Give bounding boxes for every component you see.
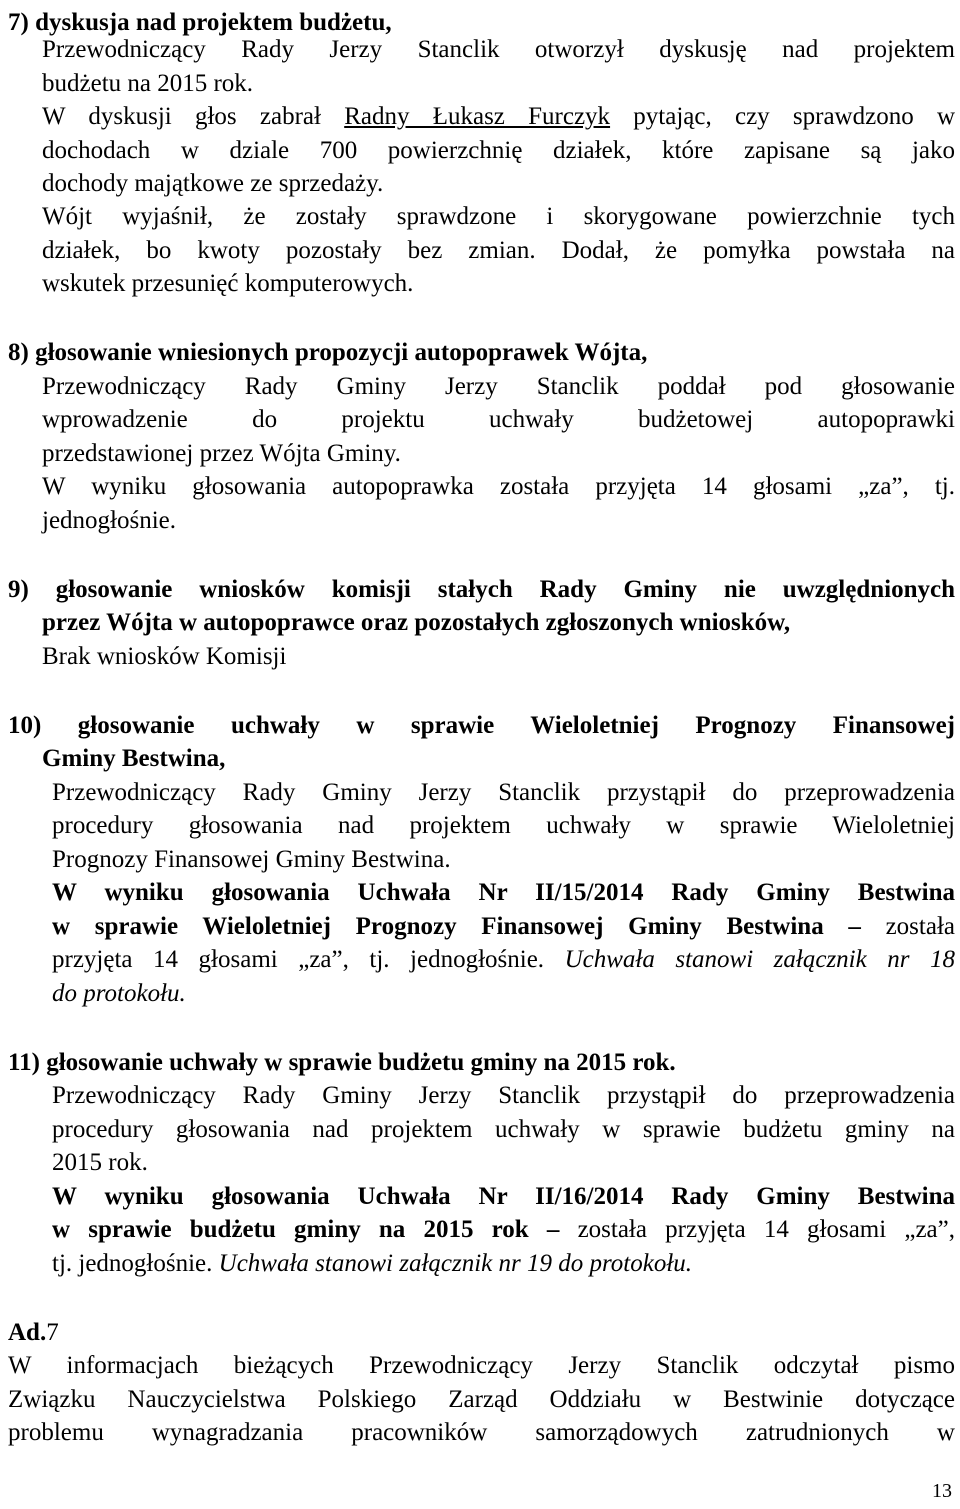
page-number: 13 xyxy=(932,1480,952,1502)
section-10-heading: Gminy Bestwina, xyxy=(42,745,226,772)
section-10-line xyxy=(52,947,955,972)
text-span: 7 xyxy=(46,1319,59,1346)
text-span: Ad. xyxy=(8,1319,47,1346)
text-span: Uchwała stanowi załącznik nr 18 xyxy=(564,946,955,973)
agenda-item-heading xyxy=(8,1320,59,1345)
section-7-line xyxy=(42,104,955,129)
text-span: w sprawie budżetu gminy na 2015 rok – xyxy=(52,1216,560,1243)
text-span: została xyxy=(860,913,955,940)
section-11-line: 2015 rok. xyxy=(52,1149,148,1176)
section-10-resolution: W wyniku głosowania Uchwała Nr II/15/2014 Rady Gminy Bestwina xyxy=(52,879,955,906)
section-10-heading: 10) głosowanie uchwały w sprawie Wieloletniej Prognozy Finansowej xyxy=(8,712,955,739)
section-8-line: Przewodniczący Rady Gminy Jerzy Stanclik poddał pod głosowanie xyxy=(42,373,955,400)
section-11-heading: 11) głosowanie uchwały w sprawie budżetu gminy na 2015 rok. xyxy=(8,1049,676,1076)
text-span: tj. jednogłośnie. xyxy=(52,1250,219,1277)
section-8-line: wprowadzenie do projektu uchwały budżetowej autopoprawki xyxy=(42,406,955,433)
text-span: w sprawie Wieloletniej Prognozy Finansowej Gminy Bestwina – xyxy=(52,913,861,940)
section-9-heading: przez Wójta w autopoprawce oraz pozostałych zgłoszonych wniosków, xyxy=(42,609,791,636)
section-7-line: Przewodniczący Rady Jerzy Stanclik otworzył dyskusję nad projektem xyxy=(42,36,955,63)
section-7-line: wskutek przesunięć komputerowych. xyxy=(42,270,414,297)
section-10-line: procedury głosowania nad projektem uchwały w sprawie Wieloletniej xyxy=(52,812,955,839)
section-10-line xyxy=(52,914,955,939)
section-7-line: działek, bo kwoty pozostały bez zmian. Dodał, że pomyłka powstała na xyxy=(42,237,955,264)
text-span: W dyskusji głos zabrał xyxy=(42,103,345,130)
section-9-line: Brak wniosków Komisji xyxy=(42,643,287,670)
section-11-resolution: W wyniku głosowania Uchwała Nr II/16/2014 Rady Gminy Bestwina xyxy=(52,1183,955,1210)
text-span: Uchwała stanowi załącznik nr 19 do protokołu. xyxy=(218,1250,693,1277)
agenda-item-line: W informacjach bieżących Przewodniczący Jerzy Stanclik odczytał pismo xyxy=(8,1352,955,1379)
section-7-line: budżetu na 2015 rok. xyxy=(42,70,254,97)
section-9-heading: 9) głosowanie wniosków komisji stałych Rady Gminy nie uwzględnionych xyxy=(8,576,955,603)
section-7-line: Wójt wyjaśnił, że zostały sprawdzone i skorygowane powierzchnie tych xyxy=(42,203,955,230)
agenda-item-line: problemu wynagradzania pracowników samorządowych zatrudnionych w xyxy=(8,1419,955,1446)
agenda-item-line: Związku Nauczycielstwa Polskiego Zarząd Oddziału w Bestwinie dotyczące xyxy=(8,1386,955,1413)
text-span: została przyjęta 14 głosami „za”, xyxy=(559,1216,955,1243)
section-11-line xyxy=(52,1217,955,1242)
section-8-line: jednogłośnie. xyxy=(42,507,177,534)
section-10-line: Prognozy Finansowej Gminy Bestwina. xyxy=(52,846,451,873)
section-8-line: W wyniku głosowania autopoprawka została przyjęta 14 głosami „za”, tj. xyxy=(42,473,955,500)
section-10-line: Przewodniczący Rady Gminy Jerzy Stanclik przystąpił do przeprowadzenia xyxy=(52,779,955,806)
section-8-line: przedstawionej przez Wójta Gminy. xyxy=(42,440,401,467)
councillor-name: Radny Łukasz Furczyk xyxy=(344,103,611,130)
text-span: pytając, czy sprawdzono w xyxy=(610,103,955,130)
section-8-heading: 8) głosowanie wniesionych propozycji autopoprawek Wójta, xyxy=(8,339,648,366)
section-7-line: dochody majątkowe ze sprzedaży. xyxy=(42,170,384,197)
section-11-line: Przewodniczący Rady Gminy Jerzy Stanclik przystąpił do przeprowadzenia xyxy=(52,1082,955,1109)
section-11-line: procedury głosowania nad projektem uchwały w sprawie budżetu gminy na xyxy=(52,1116,955,1143)
section-7-line: dochodach w dziale 700 powierzchnię działek, które zapisane są jako xyxy=(42,137,955,164)
section-7-heading: 7) dyskusja nad projektem budżetu, xyxy=(8,9,392,36)
section-11-line xyxy=(52,1251,692,1276)
text-span: przyjęta 14 głosami „za”, tj. jednogłośnie. xyxy=(52,946,565,973)
section-10-line: do protokołu. xyxy=(52,980,186,1007)
